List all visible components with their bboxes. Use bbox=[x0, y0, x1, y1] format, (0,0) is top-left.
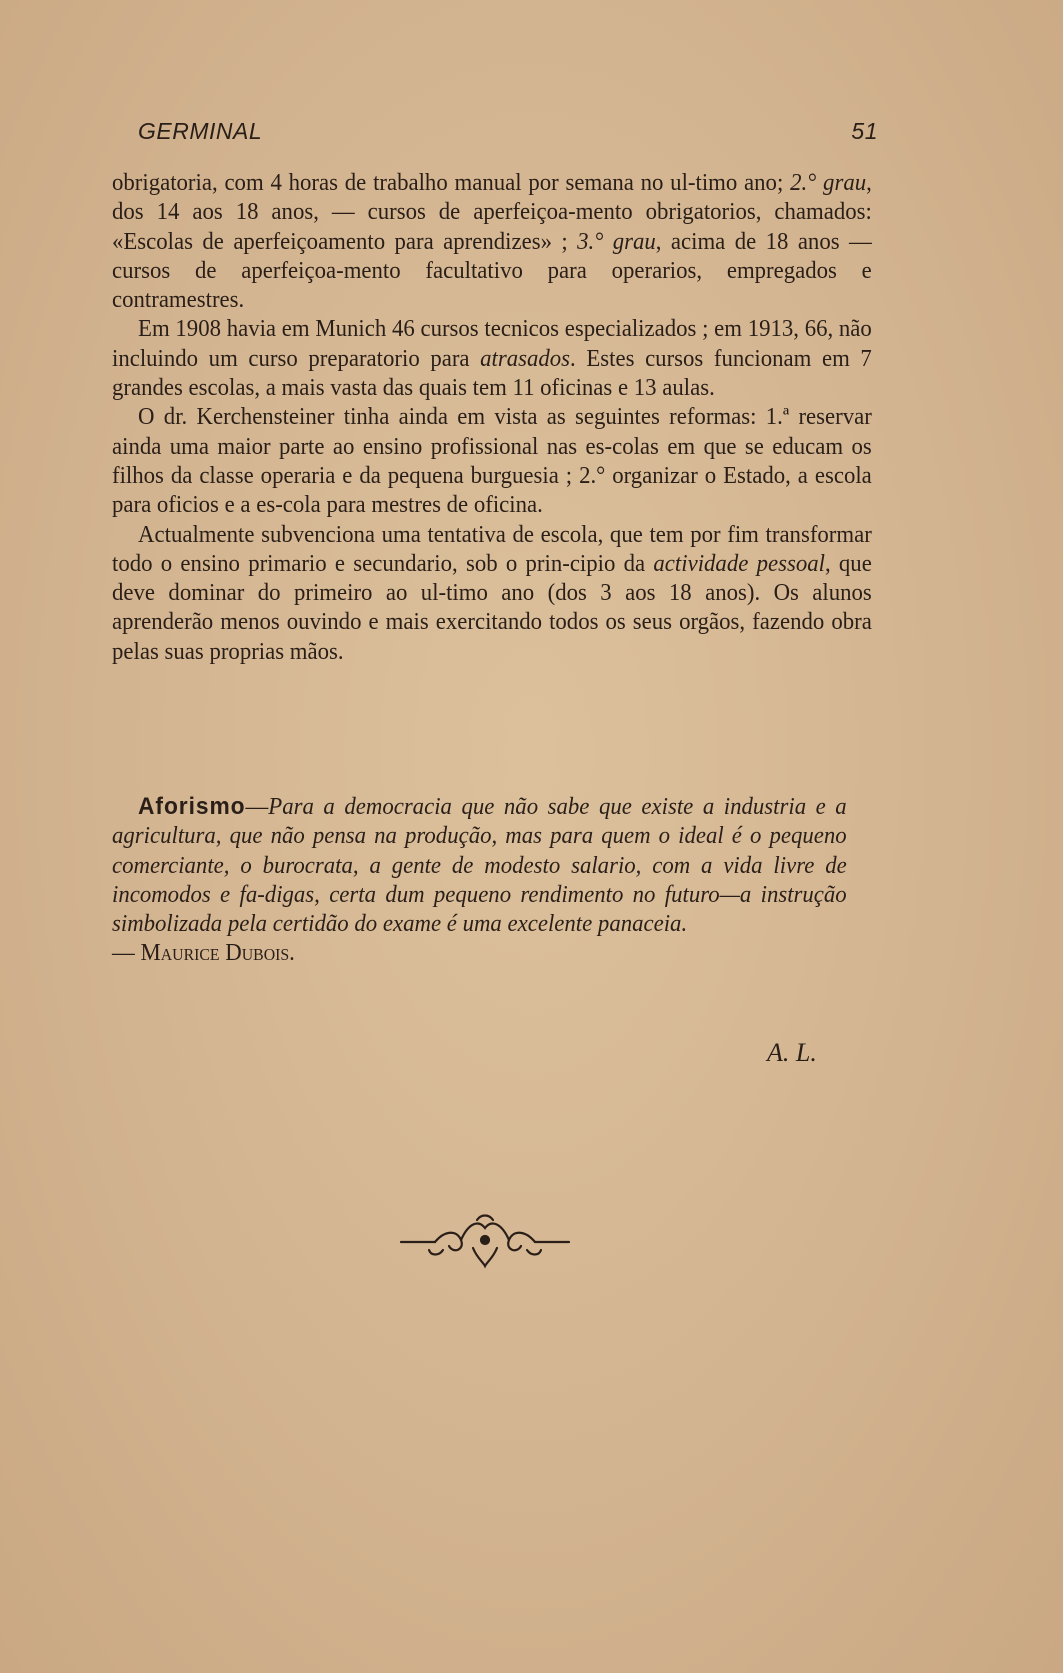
signature: A. L. bbox=[767, 1038, 817, 1067]
body-text bbox=[112, 168, 872, 666]
paragraph bbox=[112, 520, 872, 666]
aphorism-author: Maurice Dubois. bbox=[140, 939, 295, 967]
italic-text: atrasados bbox=[480, 344, 571, 372]
text-segment: O dr. Kerchensteiner tinha ainda em vista as seguintes reformas: 1.ª reservar ainda uma maior parte ao ensino profissional nas es-colas em que se educam os filhos da classe operaria e da pequena burguesia ; 2.° organizar o Estado, a escola para oficios e a es-cola para mestres de oficina. bbox=[112, 403, 872, 519]
journal-title: GERMINAL bbox=[138, 118, 263, 144]
paragraph bbox=[112, 168, 872, 314]
running-header bbox=[138, 118, 878, 158]
italic-text: actividade pessoal bbox=[653, 549, 825, 577]
aphorism-text: Para a democracia que não sabe que existe a industria e a agricultura, que não pensa na produção, mas para quem o ideal é o pequeno comerciante, o burocrata, a gente de modesto salario, com a vida livre de incomodos e fa-digas, certa dum pequeno rendimento no futuro—a instrução simbolizada pela certidão do exame é uma excelente panaceia. bbox=[112, 793, 847, 938]
text-segment: Actualmente subvenciona uma tentativa de escola, que tem por fim transformar todo o ensino primario e secundario, sob o prin-cipio da bbox=[112, 520, 872, 577]
author-prefix: — bbox=[112, 939, 141, 967]
text-segment: Em 1908 havia em Munich 46 cursos tecnicos especializados ; em 1913, 66, não incluindo um curso preparatorio para bbox=[112, 315, 872, 372]
page-number: 51 bbox=[851, 118, 878, 144]
aphorism bbox=[112, 792, 847, 968]
fleuron-ornament-icon bbox=[395, 1210, 575, 1270]
text-segment: , acima de 18 anos — cursos de aperfeiçoa-mento facultativo para operarios, empregados e contramestres. bbox=[112, 227, 872, 314]
italic-text: 3.° grau bbox=[577, 227, 656, 255]
aphorism-heading: Aforismo bbox=[138, 793, 246, 820]
text-segment: , que deve dominar do primeiro ao ul-timo ano (dos 3 aos 18 anos). Os alunos aprenderão menos ouvindo e mais exercitando todos os seus orgãos, fazendo obra pelas suas proprias mãos. bbox=[112, 549, 872, 665]
text-segment: . Estes cursos funcionam em 7 grandes escolas, a mais vasta das quais tem 11 oficinas e 13 aulas. bbox=[112, 344, 872, 402]
text-segment: , dos 14 aos 18 anos, — cursos de aperfeiçoa-mento obrigatorios, chamados: «Escolas de aperfeiçoamento para aprendizes» ; bbox=[112, 169, 872, 255]
text-segment: obrigatoria, com 4 horas de trabalho manual por semana no ul-timo ano; bbox=[112, 169, 791, 196]
paragraph bbox=[112, 402, 872, 519]
paragraph bbox=[112, 314, 872, 402]
italic-text: 2.° grau bbox=[790, 169, 867, 196]
aphorism-dash: — bbox=[245, 793, 269, 820]
